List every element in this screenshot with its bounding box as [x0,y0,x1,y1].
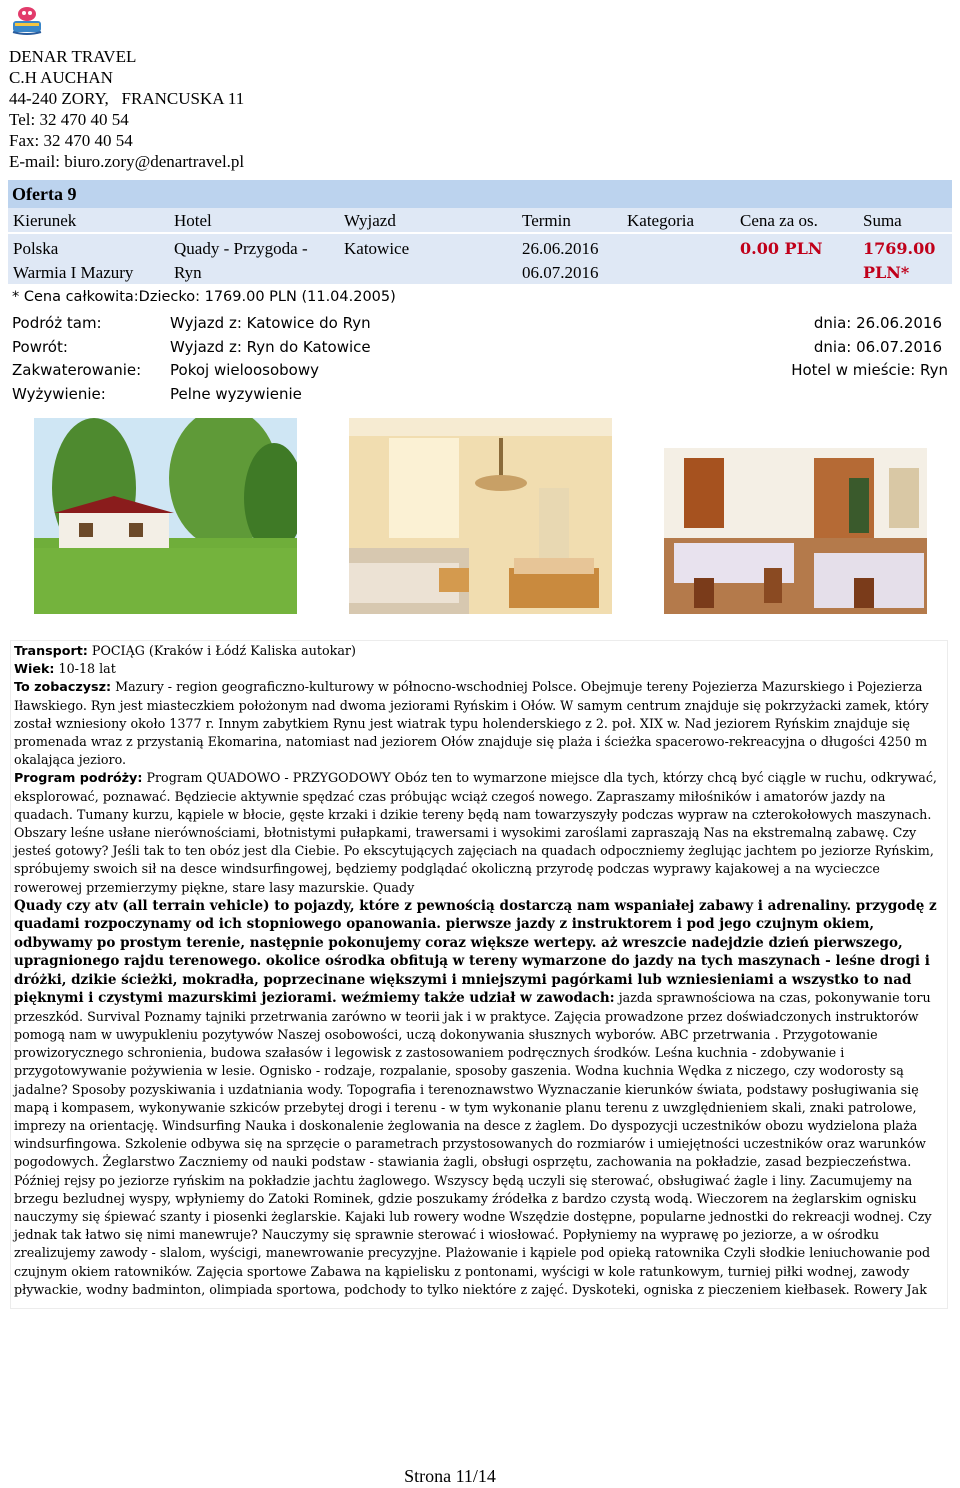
agency-line: C.H AUCHAN [9,68,113,87]
agency-line: 44-240 ZORY, FRANCUSKA 11 [9,89,245,108]
cell-kierunek [13,237,133,285]
agency-address [9,46,244,172]
agency-line: Tel: 32 470 40 54 [9,110,129,129]
age-label: Wiek: [14,661,55,677]
termin-line: 06.07.2016 [522,263,599,282]
program-paragraph [14,769,944,896]
photo-room [349,418,612,614]
sights-paragraph [14,678,944,769]
program-rest-text: jazda sprawnościowa na czas, pokonywanie toru przeszkód. Survival Poznamy tajniki przetrwania zarówno w teorii jak i w praktyce. Zajęcia prowadzone przez doświadczonych instruktorów pomogą nam w uwypukleniu pozytywów Naszej osobowości, uczą dokonywania słusznych wyborów. ABC przetrwania . Przygotowanie prowizorycznego schronienia, budowa szałasów i legowisk z zastosowaniem podręcznych środków. Leśna kuchnia - zdobywanie i przygotowywanie pożywienia w lesie. Ognisko - rodzaje, rozpalanie, sposoby gaszenia. Wodna kuchnia Wędka z niczego, czy wodorosty są jadalne? Sposoby pozyskiwania i uzdatniania wody. Topografia i terenoznawstwo Wyznaczanie kierunków świata, podstawy posługiwania się mapą i kompasem, wykonywanie szkiców przebytej drogi i terenu - w tym wykonanie planu terenu z uwzględnieniem skali, znaki patrolowe, imprezy na orientację. Windsurfing Nauka i doskonalenie żeglowania na desce z żaglem. Do dyspozycji uczestników obozu wydzielona plaża windsurfingowa. Szkolenie odbywa się na sprzęcie o parametrach przystosowanych do rozmiarów i umiejętności uczestników oraz warunków pogodowych. Żeglarstwo Zaczniemy od nauki podstaw - stawiania żagli, obsługi osprzętu, zachowania na pokładzie, zasad bezpieczeństwa. Później rejsy po jeziorze ryńskim na pokładzie jachtu żaglowego. Wszyscy będą uczyli się sterować, obsługiwać żagle i liny. Zacumujemy na brzegu bezludnej wyspy, wpłyniemy do Zatoki Rominek, gdzie poszukamy źródełka z bardzo czystą wodą. Wieczorem na żeglarskim ognisku nauczymy się śpiewać szanty i piosenki żeglarskie. Kajaki lub rowery wodne Wszędzie dostępne, popularne jednostki do rekreacji wodnej. Czy jednak tak łatwo się nimi manewruje? Nauczymy się sprawnie sterować i wiosłować. Popłyniemy na wyprawę po jeziorze, a w ośrodku zrealizujemy zawody - slalom, wyścigi, manewrowanie precyzyjne. Plażowanie i kąpiele pod opieką ratownika Czyli słodkie leniuchowanie pod czujnym okiem ratowników. Zajęcia sportowe Zabawa na kąpielisku z pontonami, wyścigi w kole ratunkowym, turniej piłki wodnej, zawody pływackie, wodny badminton, olimpiada sportowa, podchody to tylko niektóre z zajęć. Dyskoteki, ogniska z pieczeniem kiełbasek. Rowery Jak [14,990,932,1297]
offer-title: Oferta 9 [8,180,952,208]
program-text: Program QUADOWO - PRZYGODOWY Obóz ten to wymarzone miejsce dla tych, którzy chcą być ciągle w ruchu, odkrywać, eksplorować, poznawać. Będziecie aktywnie spędzać czas próbując wciąż czegoś nowego. Zapraszamy miłośników i amatorów jazdy na quadach. Tumany kurzu, kąpiele w błocie, gęste krzaki i dzikie tereny będą nam towarzyszyły podczas wypraw na czterokołowych maszynach. Obszary leśne usłane nierównościami, błotnistymi pułapkami, trawersami i wysokimi zaroślami zapraszają Nas na ekstremalną zabawę. Czy jesteś gotowy? Jeśli tak to ten obóz jest dla Ciebie. Po ekscytujących zajęciach na quadach odpoczniemy żeglując jachtem po jeziorze Ryńskim, spróbujemy swoich sił na desce windsurfingowej, będziemy podglądać okoliczną przyrodę podczas wyprawy kajakowej a na wycieczce rowerowej przemierzymy piękne, stare lasy mazurskie. Quady [14,770,937,895]
page-number: Strona 11/14 [404,1466,496,1486]
cell-suma [863,237,935,285]
photo-cottage [34,418,297,614]
suma-line: 1769.00 [863,239,936,258]
info-row-wyzywienie [12,385,948,409]
date-podroz-tam: dnia: 26.06.2016 [813,314,942,332]
label-zakwaterowanie: Zakwaterowanie: [12,361,142,379]
agency-line: DENAR TRAVEL [9,47,137,66]
label-powrot: Powrót: [12,337,68,356]
header-termin: Termin [522,211,571,230]
offer-data-row [8,232,952,284]
program-continuation [14,897,944,1299]
denar-travel-logo [10,4,44,36]
value-podroz-tam: Wyjazd z: Katowice do Ryn [170,314,371,332]
header-suma: Suma [863,211,902,230]
header-kategoria: Kategoria [627,211,695,230]
label-podroz-tam: Podróż tam: [12,314,102,332]
suma-line: PLN* [863,263,910,282]
travel-info [12,314,948,408]
offer-header-row [8,208,952,232]
offer-table [8,180,952,284]
agency-email: E-mail: biuro.zory@denartravel.pl [9,152,245,171]
program-label: Program podróży: [14,770,143,786]
kierunek-line: Polska [13,239,59,258]
value-wyzywienie: Pelne wyzywienie [170,384,302,403]
cell-cena: 0.00 PLN [740,239,823,258]
hotel-city: Hotel w mieście: Ryn [791,361,948,379]
date-powrot: dnia: 06.07.2016 [813,337,942,356]
header-cena: Cena za os. [740,211,818,230]
cell-hotel [174,237,308,285]
transport-label: Transport: [14,643,88,658]
hotel-line: Quady - Przygoda - [174,239,308,258]
sights-text: Mazury - region geograficzno-kulturowy w północno-wschodniej Polsce. Obejmuje tereny Pojezierza Mazurskiego i Pojezierza Iławskiego. Ryn jest miasteczkiem położonym nad dwoma jeziorami Ryńskim i Ołów. W samym centrum znajduje się pokrzyżacki zamek, który został wzniesiony około 1377 r. Innym zabytkiem Rynu jest wiatrak typu holenderskiego z 2. poł. XIX w. Nad jeziorem Ryńskim znajduje się promenada wraz z przystanią Ekomarina, natomiast nad jeziorem Ołów znajduje się plaża i ścieżka spacerowo-rekreacyjna o długości 4250 m okalająca jezioro. [14,679,929,768]
info-row-zakwaterowanie [12,361,948,385]
header-wyjazd: Wyjazd [344,211,396,230]
value-zakwaterowanie: Pokoj wieloosobowy [170,361,319,379]
offer-description [10,640,948,1309]
price-note: * Cena całkowita:Dziecko: 1769.00 PLN (11.04.2005) [12,289,396,305]
info-row-powrot [12,338,948,362]
info-row-tam [12,314,948,338]
transport-value: POCIĄG (Kraków i Łódź Kaliska autokar) [91,643,356,658]
cell-wyjazd: Katowice [344,239,410,258]
termin-line: 26.06.2016 [522,239,599,258]
transport-line [14,642,944,660]
age-line [14,660,944,678]
photo-dining-room [664,418,927,614]
value-powrot: Wyjazd z: Ryn do Katowice [170,337,371,356]
header-kierunek: Kierunek [13,211,77,230]
cell-termin [522,237,599,285]
kierunek-line: Warmia I Mazury [13,263,134,282]
quad-bold-text: Quady czy atv (all terrain vehicle) to pojazdy, które z pewnością dostarczą nam wspaniałej zabawy i adrenaliny. przygodę z quadami rozpoczynamy od ich stopniowego opanowania. pierwsze jazdy z instruktorem i pod jego czujnym okiem, odbywamy po prostym terenie, następnie pokonujemy coraz większe wertepy. aż wreszcie nadejdzie dzień pierwszego, upragnionego rajdu terenowego. okolice ośrodka obfitują w tereny wymarzone do jazdy na tych maszynach - leśne drogi i dróżki, dzikie ścieżki, mokradła, poprzecinane większymi i mniejszymi pagórkami lub wzniesieniami a wszystko to nad pięknymi i czystymi mazurskimi jeziorami. weźmiemy także udział w zawodach: [14,897,937,1007]
label-wyzywienie: Wyżywienie: [12,384,106,403]
header-hotel: Hotel [174,211,212,230]
age-value: 10-18 lat [58,661,116,677]
hotel-line: Ryn [174,263,202,282]
agency-line: Fax: 32 470 40 54 [9,131,133,150]
sights-label: To zobaczysz: [14,679,112,695]
